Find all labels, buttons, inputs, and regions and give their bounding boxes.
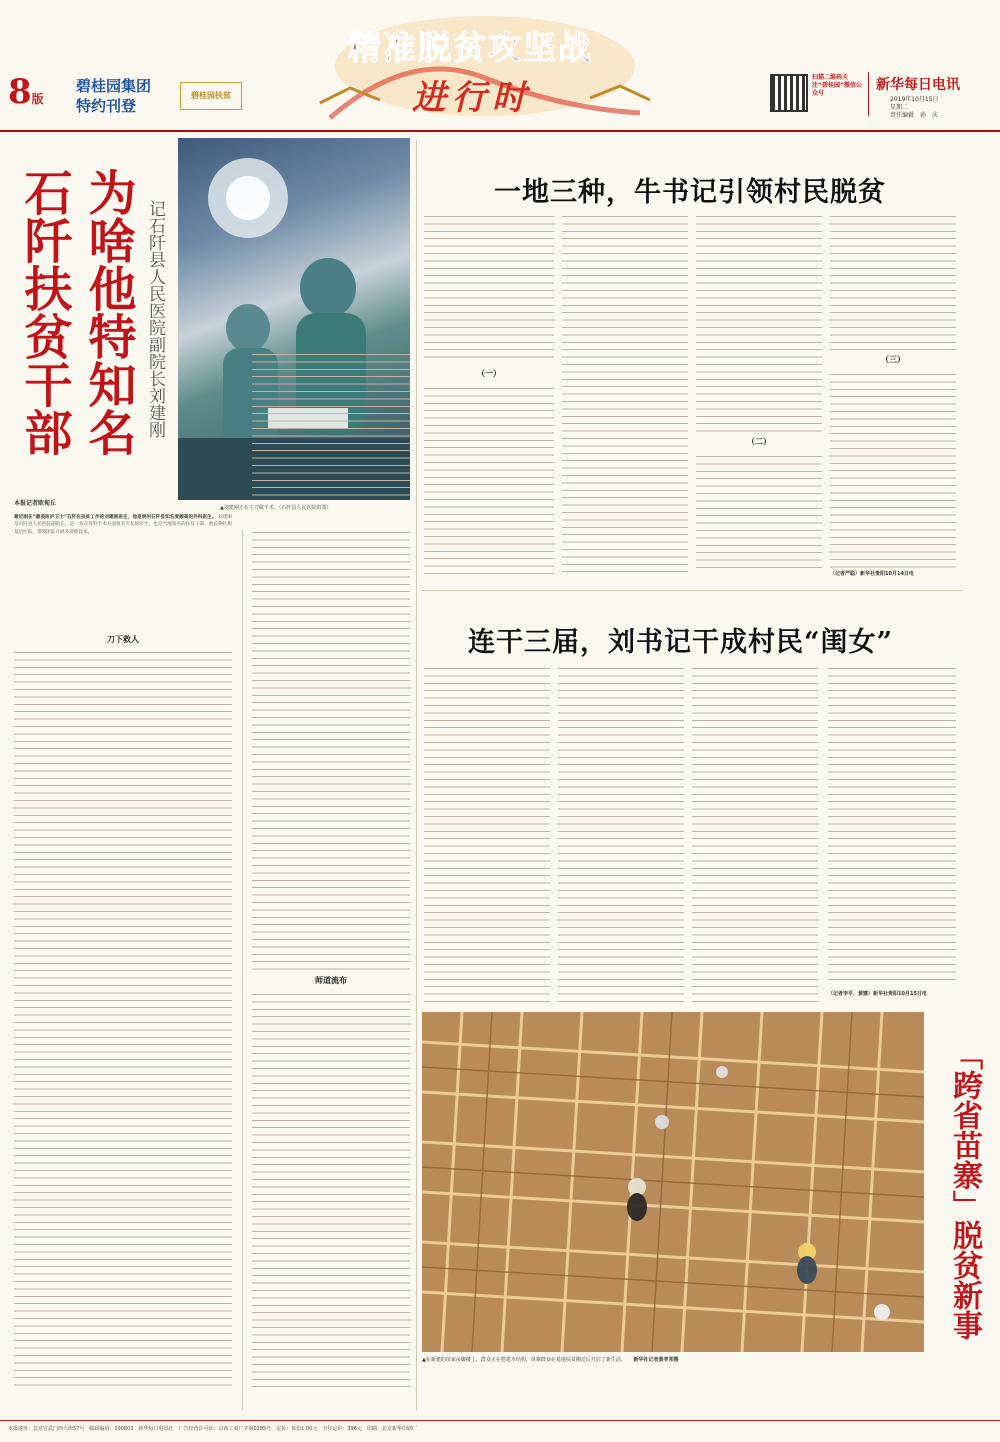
article2-headline: 一地三种，牛书记引领村民脱贫 [494, 177, 886, 208]
photo-caption: ▲刘建刚正在主刀做手术。（石阡县人民医院供图） [220, 505, 332, 511]
article1-lead: 最近刚在“最美医护卫士”石阡在扶贫工作的刘建刚医生，他是贵州石阡县知名度颇高的外科医生。 刘建刚是石阡县人民医院副院长，是一名在外科手术方面很有专长的医生，也是当地知名的扶贫干部。他长期扎根基层医院，带领团队开展多项新技术。 [14, 515, 232, 535]
issue-weekday: 星期二 [890, 104, 909, 111]
masthead-rule [0, 130, 1000, 132]
section-heading-1: 刀下救人 [107, 635, 139, 644]
masthead-divider [868, 72, 869, 116]
issue-editor: 责任编辑 孙 庆 [890, 112, 939, 119]
article2-section-2: （二） [747, 437, 771, 446]
section-rule [422, 590, 962, 591]
page-number: 8版 [8, 72, 44, 112]
wood-frame-scene [422, 1012, 924, 1352]
banner [290, 8, 680, 126]
photo-story-title: 「跨省苗寨」脱贫新事 [947, 1040, 982, 1340]
banner-subtitle: 进行时 [412, 78, 532, 118]
sponsor-text: 碧桂园集团 特约刊登 [76, 77, 152, 115]
article2-col4b [830, 372, 956, 568]
article1-col2a [252, 352, 410, 500]
article2-col4 [830, 214, 956, 350]
footer-rule [0, 1420, 1000, 1421]
article2-section-3: （三） [881, 355, 905, 364]
article3-col2 [558, 666, 684, 1002]
article1-col2c [252, 992, 410, 1392]
article3-col3 [692, 666, 818, 1002]
article3-byline: （记者李平、黄娜）新华社贵阳10月15日电 [828, 991, 927, 997]
qr-caption: 扫描二维码关注“碧桂园”微信公众号 [812, 74, 862, 97]
article3-headline: 连干三届，刘书记干成村民“闺女” [468, 627, 894, 658]
article2-col3b [696, 454, 822, 574]
article1-col1a [14, 650, 232, 1388]
headline-a: 为啥他特知名 [80, 168, 136, 456]
banner-title: 精准脱贫攻坚战 [348, 28, 593, 67]
article1-col2b [252, 530, 410, 970]
sponsor-logo: 碧桂园扶贫 [180, 82, 242, 110]
brand-name: 新华每日电讯 [876, 77, 960, 93]
article2-col1b [424, 386, 554, 574]
col-rule [416, 140, 417, 1410]
article3-col4 [828, 666, 956, 986]
article2-col3 [696, 214, 822, 432]
article3-col1 [424, 666, 550, 1002]
qr-code[interactable] [770, 74, 808, 112]
headline-b: 石阡扶贫干部 [16, 168, 72, 456]
footer-imprint: 本报地址：北京宣武门西大街57号 邮政编码：100803 新华每日电讯社 广告经营许可证：京西工商广字第0185号 定价：每份1.00元 全年定价：396元 印刷：北京新华印刷厂 [8, 1426, 417, 1432]
subheadline: 记石阡县人民医院副院长刘建刚 [145, 200, 165, 438]
article2-col1 [424, 214, 554, 364]
section-heading-2: 师道流布 [315, 976, 347, 985]
byline: 本报记者欧甸丘 [14, 500, 57, 507]
col-rule [242, 530, 243, 1410]
article2-byline: （记者严聪）新华社贵阳10月14日电 [830, 571, 914, 577]
issue-date: 2019年10月15日 [890, 96, 939, 103]
article2-section-1: （一） [477, 369, 501, 378]
photo-story-caption: ▲在新建的苗家吊脚楼上，群众正在搭建木结构，苗寨群众在易地扶贫搬迁后开启了新生活。 新华社记者黄孝邦摄 [422, 1357, 679, 1363]
construction-photo [422, 1012, 924, 1352]
article2-col2 [562, 214, 688, 574]
